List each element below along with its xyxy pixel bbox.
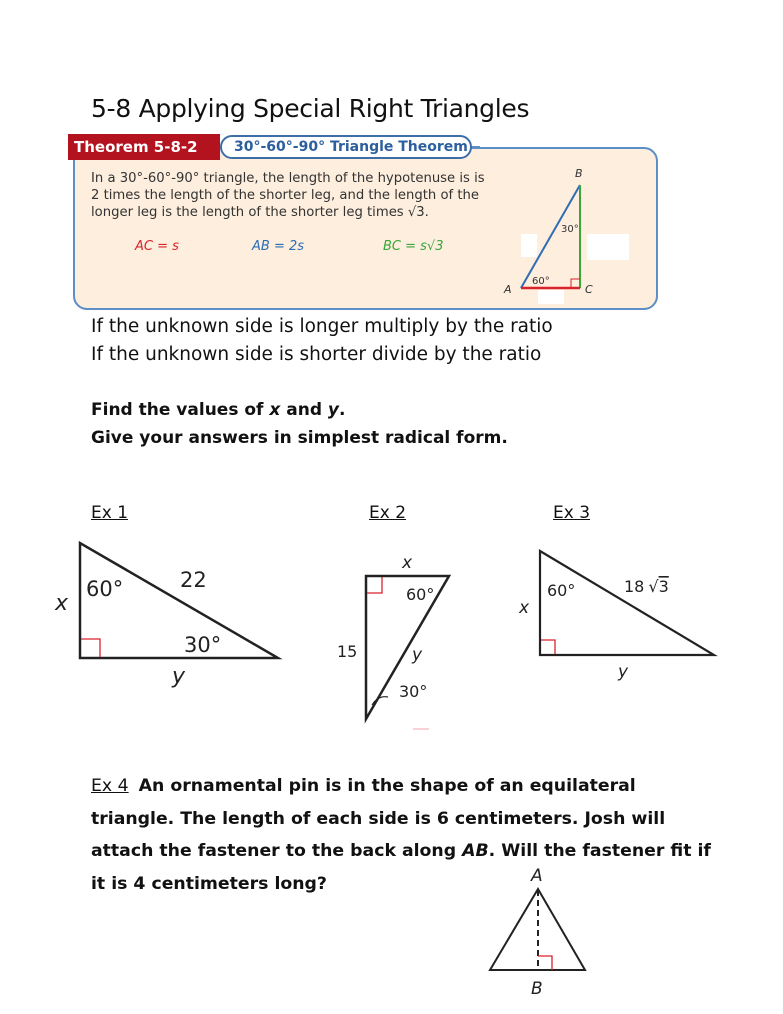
example-1-label: Ex 1: [91, 503, 129, 523]
whiteout-mark: [521, 234, 537, 257]
example-2-label: Ex 2: [369, 503, 407, 523]
angle-a-label: 60°: [532, 276, 550, 287]
angle-30-label: 30°: [399, 682, 428, 701]
hypotenuse-coefficient: 18: [624, 577, 645, 596]
angle-b-label: 30°: [561, 224, 579, 235]
segment-ab: AB: [462, 841, 489, 861]
top-x-label: x: [402, 553, 413, 573]
example-2-triangle: [320, 545, 480, 745]
example-3-triangle: [500, 540, 730, 690]
angle-60-label: 60°: [406, 585, 435, 604]
instruction-line-1: [91, 400, 345, 420]
angle-30-label: 30°: [184, 633, 222, 657]
rule-longer: If the unknown side is longer multiply by the ratio: [91, 316, 553, 337]
whiteout-mark: [587, 234, 629, 260]
vertex-a-label: A: [504, 283, 512, 296]
theorem-name: 30°-60°-90° Triangle Theorem: [220, 135, 472, 159]
right-angle-marker: [81, 639, 100, 657]
right-angle-marker: [538, 956, 552, 970]
equation-ab: AB = 2s: [252, 239, 305, 254]
page-title: 5-8 Applying Special Right Triangles: [91, 94, 530, 123]
leg-15-label: 15: [337, 642, 358, 661]
vertex-c-label: C: [585, 283, 593, 296]
example-4-label: Ex 4: [91, 776, 129, 796]
example-4-text: An ornamental pin is in the shape of an equilateral triangle. The length of each side is 6 centimeters. Josh will attach the fastener to the back along: [91, 776, 666, 861]
theorem-text: In a 30°-60°-90° triangle, the length of the hypotenuse is is 2 times the length of the shorter leg, and the length of the longer leg is the length of the shorter leg times √3.: [91, 171, 485, 220]
leg-y-label: y: [172, 664, 186, 689]
instruction-text: .: [339, 400, 346, 420]
hypotenuse-label: 22: [180, 568, 207, 592]
theorem-label: Theorem 5-8-2: [68, 134, 220, 160]
variable-y: y: [327, 400, 340, 420]
vertex-a-label: A: [531, 866, 543, 886]
angle-60-label: 60°: [547, 581, 576, 600]
variable-x: x: [269, 400, 281, 420]
example-4-problem: [91, 770, 711, 900]
rule-shorter: If the unknown side is shorter divide by the ratio: [91, 344, 542, 365]
example-1-triangle: [40, 530, 300, 700]
triangle-outline: [540, 551, 714, 655]
whiteout-mark: [538, 290, 564, 304]
right-angle-marker: [541, 640, 555, 654]
example-4-text: . Will the fastener fit if it is 4 centimeters long?: [91, 841, 711, 894]
leg-x-label: x: [55, 591, 69, 616]
leg-x-label: x: [519, 598, 530, 618]
instruction-text: and: [280, 400, 328, 420]
equation-ac: AC = s: [135, 239, 179, 254]
example-4-triangle: [470, 860, 610, 1010]
example-3-label: Ex 3: [553, 503, 591, 523]
hypotenuse-label: [624, 577, 669, 596]
right-angle-marker: [367, 577, 382, 593]
theorem-triangle-diagram: [470, 150, 670, 310]
leg-y-label: y: [618, 662, 629, 682]
equation-bc: BC = s√3: [383, 239, 444, 254]
hypotenuse-y-label: y: [412, 645, 423, 665]
vertex-b-label: B: [531, 979, 543, 999]
angle-60-label: 60°: [86, 577, 124, 601]
vertex-b-label: B: [575, 167, 583, 180]
radicand: 3: [658, 577, 669, 596]
instruction-text: Find the values of: [91, 400, 270, 420]
radical-sign: √: [648, 577, 659, 596]
right-angle-marker: [571, 279, 580, 288]
instruction-line-2: Give your answers in simplest radical form.: [91, 428, 508, 448]
